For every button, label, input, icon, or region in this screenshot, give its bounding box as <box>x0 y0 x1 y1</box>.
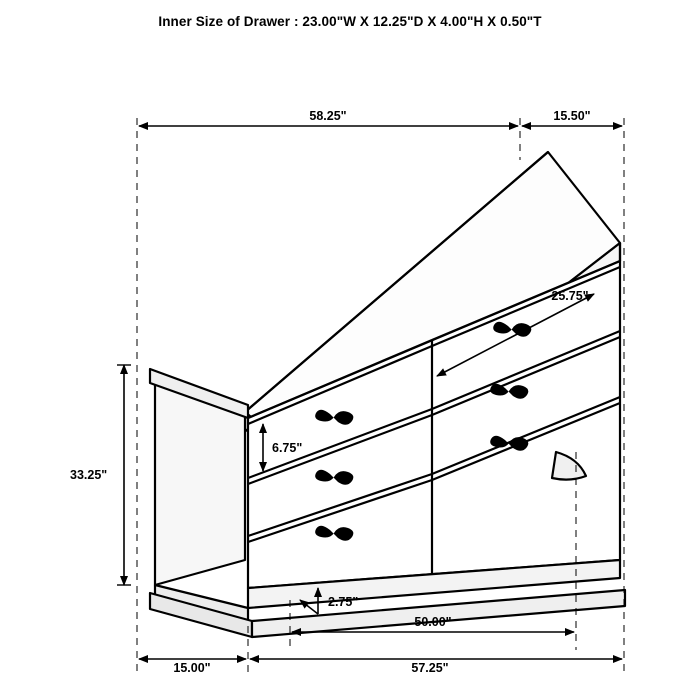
label-front-width: 57.25" <box>411 661 449 675</box>
label-drawer-height: 6.75" <box>272 441 303 455</box>
label-diagonal: 25.75" <box>551 289 589 303</box>
label-top-depth: 15.50" <box>553 109 591 123</box>
label-top-width: 58.25" <box>309 109 347 123</box>
label-base-clearance: 2.75" <box>328 595 359 609</box>
dresser-left-side <box>150 369 248 585</box>
label-overall-height: 33.25" <box>70 468 108 482</box>
page-title: Inner Size of Drawer : 23.00"W X 12.25"D X 4.00"H X 0.50"T <box>158 14 542 29</box>
label-front-inner-width: 50.00" <box>414 615 452 629</box>
dresser-illustration <box>150 152 625 637</box>
label-side-depth: 15.00" <box>173 661 211 675</box>
